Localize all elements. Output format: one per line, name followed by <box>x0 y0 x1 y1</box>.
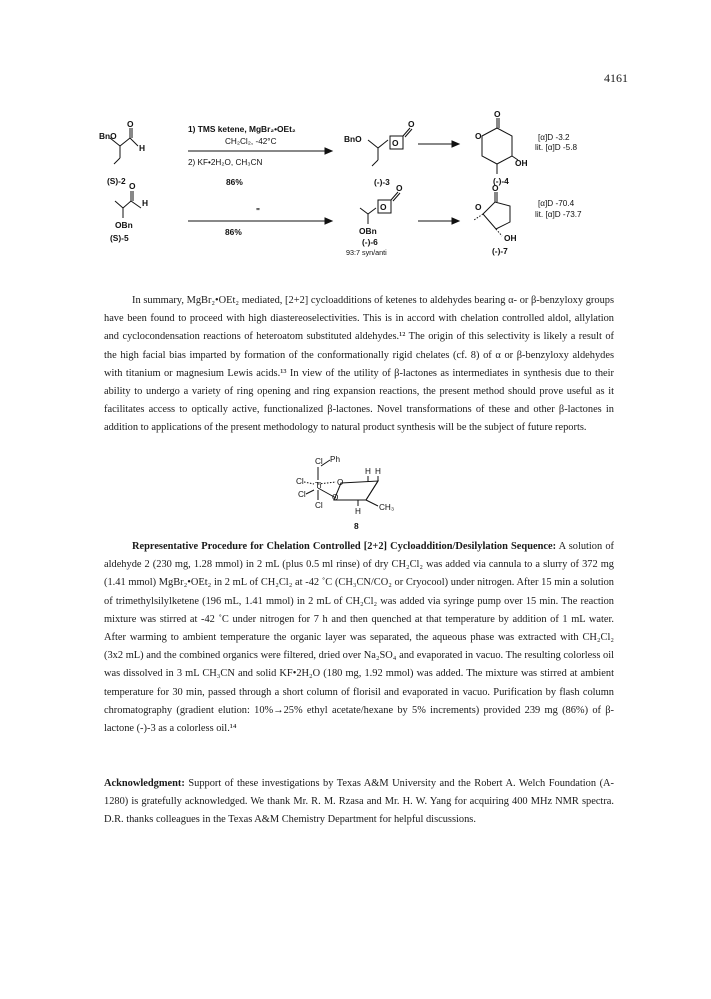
cl-lower-left: Cl <box>298 490 306 499</box>
o-ring-7: O <box>475 202 482 212</box>
step2-reagent: 2) KF•2H₂O, CH₃CN <box>188 158 263 167</box>
h-lower: H <box>355 507 361 516</box>
o-carbonyl-3: O <box>408 119 415 129</box>
h-label-5: H <box>142 198 149 208</box>
procedure-paragraph <box>104 538 614 738</box>
h-upper-1: H <box>365 467 371 476</box>
oh-label-4: OH <box>515 158 528 168</box>
reaction-scheme <box>90 108 630 278</box>
page-number: 4161 <box>604 71 628 85</box>
compound-label-3: (-)-3 <box>374 177 390 187</box>
rotation-4: [α]D -3.2 <box>538 133 570 142</box>
o-carbonyl-6: O <box>396 183 403 193</box>
yield-bottom: 86% <box>225 227 242 237</box>
acknowledgment-paragraph <box>104 775 614 830</box>
ch3-label: CH₃ <box>379 503 395 512</box>
step1-reagent: 1) TMS ketene, MgBr₂•OEt₂ <box>188 124 296 134</box>
o-upper: O <box>337 478 344 487</box>
o-label-5: O <box>129 181 136 191</box>
ratio-6: 93:7 syn/anti <box>346 248 387 257</box>
compound-label-7: (-)-7 <box>492 246 508 256</box>
procedure-heading: Representative Procedure for Chelation Controlled [2+2] Cycloaddition/Desilylation Sequence: <box>132 541 557 552</box>
rotation-7-lit: lit. [α]D -73.7 <box>535 210 582 219</box>
ti-label: Ti <box>315 481 322 490</box>
o-label-6: O <box>380 202 387 212</box>
yield-top: 86% <box>226 177 243 187</box>
acknowledgment-text: Support of these investigations by Texas A&M University and the Robert A. Welch Foundation (A-1280) is gratefully acknowledged. We thank Mr. R. M. Rzasa and Mr. H. W. Yang for acquiring 400 MHz NMR spectra. D.R. thanks colleagues in the Texas A&M Chemistry Department for helpful discussions. <box>104 778 614 826</box>
h-label: H <box>139 143 146 153</box>
o-lower: O <box>332 493 339 502</box>
rotation-7: [α]D -70.4 <box>538 199 575 208</box>
bno-label: BnO <box>99 131 117 141</box>
ditto-mark: " <box>256 206 260 216</box>
compound-label-s5: (S)-5 <box>110 233 129 243</box>
h-upper-2: H <box>375 467 381 476</box>
oh-label-7: OH <box>504 233 517 243</box>
o-carbonyl-7: O <box>492 183 499 193</box>
cl-top: Cl <box>315 457 323 466</box>
cl-bottom: Cl <box>315 501 323 510</box>
o-ring-4: O <box>475 131 482 141</box>
cl-left: Cl <box>296 477 304 486</box>
compound-label-s2: (S)-2 <box>107 176 126 186</box>
compound-label-8: 8 <box>354 521 359 530</box>
bno-label-3: BnO <box>344 134 362 144</box>
summary-paragraph <box>104 292 614 438</box>
ph-label: Ph <box>330 455 341 464</box>
summary-text: In summary, MgBr₂•OEt₂ mediated, [2+2] cycloadditions of ketenes to aldehydes bearing α- or β-benzyloxy groups have been found to proceed with high diastereoselectivities. This is in accord with chelation controlled aldol, allylation and cyclocondensation reactions of heteroatom substituted aldehydes.¹² The origin of this selectivity is likely a result of the high facial bias imparted by formation of the conformationally rigid chelates (cf. 8) of α or β-benzyloxy aldehydes with titanium or magnesium Lewis acids.¹³ In view of the utility of β-lactones as intermediates in synthesis due to their ability to undergo a variety of ring opening and ring expansion reactions, the present method should prove useful as it facilitates access to optically active, functionalized β-lactones. Novel transformations of these and other β-lactones in addition to applications of the present methodology to natural product synthesis will be the subject of future reports. <box>104 295 614 434</box>
compound-label-4: (-)-4 <box>493 176 509 186</box>
acknowledgment-heading: Acknowledgment: <box>104 778 185 789</box>
step1-solvent: CH₂Cl₂, -42°C <box>225 137 277 146</box>
chelate-structure-8 <box>296 454 426 530</box>
compound-label-6: (-)-6 <box>362 237 378 247</box>
procedure-text: A solution of aldehyde 2 (230 mg, 1.28 mmol) in 2 mL (plus 0.5 ml rinse) of dry CH₂Cl₂ was added via cannula to a slurry of 372 mg (1.41 mmol) MgBr₂•OEt₂ in 2 mL of CH₂Cl₂ at -42 ˚C (CH₃CN/CO₂ or Cryocool) under nitrogen. After 15 min a solution of trimethylsilylketene (196 mL, 1.41 mmol) in 2 mL of CH₂Cl₂ was added via syringe pump over 15 min. The reaction mixture was stirred at -42 ˚C under nitrogen for 7 h and then quenched at that temperature by addition of 1 mL water. After warming to ambient temperature the organic layer was separated, the aqueous phase was extracted with CH₂Cl₂ (3x2 mL) and the combined organics were filtered, dried over Na₂SO₄ and evaporated in vacuo. The resulting colorless oil was dissolved in 3 mL CH₃CN and solid KF•2H₂O (180 mg, 1.92 mmol) was added. The mixture was stirred at ambient temperature for 30 min, passed through a short column of florisil and evaporated in vacuo. Purification by flash column chromatography (gradient elution: 10%→25% ethyl acetate/hexane by 5% increments) provided 239 mg (86%) of β-lactone (-)-3 as a colorless oil.¹⁴ <box>104 541 614 735</box>
o-label: O <box>127 119 134 129</box>
obn-label-5: OBn <box>115 220 133 230</box>
o-carbonyl-4: O <box>494 109 501 119</box>
rotation-4-lit: lit. [α]D -5.8 <box>535 143 578 152</box>
obn-label-6: OBn <box>359 226 377 236</box>
o-label-3: O <box>392 138 399 148</box>
